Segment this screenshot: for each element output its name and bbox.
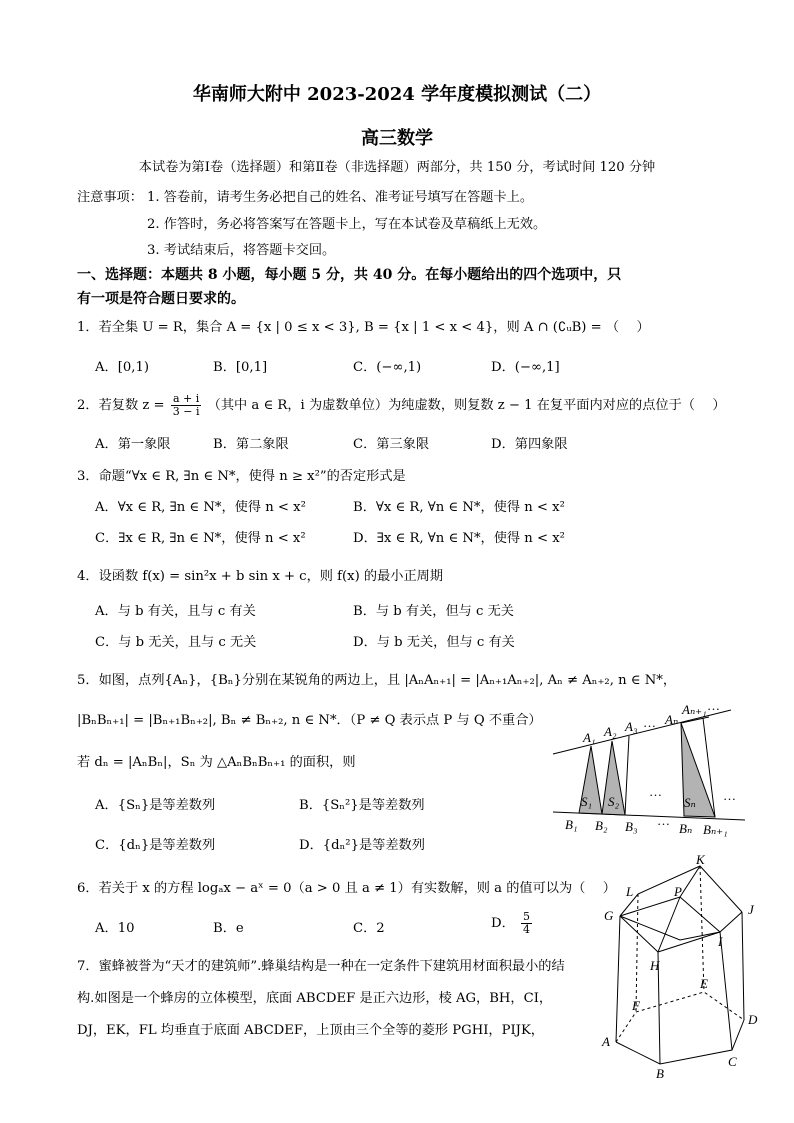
label-i: I — [718, 934, 723, 949]
question-5-line-3: 若 dₙ = |AₙBₙ|，Sₙ 为 △AₙBₙBₙ₊₁ 的面积，则 — [77, 755, 356, 770]
note-item: 2. 作答时，务必将答案写在答题卡上，写在本试卷及草稿纸上无效。 — [147, 217, 547, 232]
label-c: C — [728, 1054, 737, 1069]
q6-option-c: C．2 — [353, 921, 385, 936]
label-bn1: Bₙ₊₁ — [703, 822, 728, 837]
exam-subject: 高三数学 — [361, 128, 433, 149]
label-sn: Sₙ — [684, 795, 696, 810]
q6-option-b: B．e — [213, 921, 244, 936]
label-area-ellipsis-2: … — [723, 788, 736, 803]
edge-jd — [742, 912, 744, 1020]
q2-option-c: C．第三象限 — [353, 437, 430, 452]
label-a3: A₃ — [625, 719, 638, 734]
q6-option-d-label: D． — [491, 916, 515, 931]
label-g: G — [604, 908, 614, 923]
q6-option-d — [491, 911, 534, 936]
label-e: E — [700, 976, 708, 991]
q1-option-a: A．[0,1) — [95, 360, 149, 375]
q1-option-d: D．(−∞,1] — [491, 360, 560, 375]
q3-option-d: D．∃x ∈ R, ∀n ∈ N*，使得 n < x² — [353, 531, 565, 546]
question-1-stem: 1．若全集 U = R，集合 A = {x | 0 ≤ x < 3}, B = {x | 1 < x < 4}，则 A ∩ (∁ᵤB) = （ ） — [77, 320, 650, 335]
question-3-stem: 3．命题“∀x ∈ R, ∃n ∈ N*，使得 n ≥ x²”的否定形式是 — [77, 469, 406, 484]
q3-option-c: C．∃x ∈ R, ∃n ∈ N*，使得 n < x² — [95, 531, 306, 546]
label-area-ellipsis: … — [649, 784, 662, 799]
q1-option-c: C．(−∞,1) — [353, 360, 422, 375]
edge-gh — [620, 916, 658, 952]
label-a1: A₁ — [583, 730, 596, 745]
q2-fraction — [171, 393, 202, 418]
edge-pi — [680, 897, 720, 932]
label-f: F — [632, 998, 640, 1013]
edge-lf-hidden — [636, 894, 638, 1012]
label-top-ellipsis: … — [643, 715, 656, 730]
question-6-stem: 6．若关于 x 的方程 logₐx − aˣ = 0（a > 0 且 a ≠ 1）有实数解，则 a 的值可以为（ ） — [77, 881, 616, 896]
label-a2: A₂ — [604, 724, 617, 739]
an-an1-segment — [681, 717, 709, 723]
notes-label: 注意事项： — [77, 190, 143, 205]
label-an1: Aₙ₊₁ — [682, 702, 707, 717]
q6-d-den: 4 — [522, 923, 530, 936]
edge-pg — [620, 897, 680, 916]
edge-ph — [658, 897, 680, 952]
label-bn: Bₙ — [679, 821, 693, 836]
label-s1: S₁ — [581, 794, 593, 809]
q5-option-b: B．{Sₙ²}是等差数列 — [299, 798, 425, 813]
q5-option-a: A．{Sₙ}是等差数列 — [95, 798, 216, 813]
q1-option-b: B．[0,1] — [213, 360, 268, 375]
section-heading: 一、选择题：本题共 8 小题，每小题 5 分，共 40 分。在每小题给出的四个选项中，只 — [77, 267, 622, 283]
q6-d-num: 5 — [522, 910, 530, 923]
question-4-stem: 4．设函数 f(x) = sin²x + b sin x + c，则 f(x) 的最小正周期 — [77, 569, 444, 584]
q4-option-b: B．与 b 有关，但与 c 无关 — [353, 604, 514, 619]
note-item: 1. 答卷前，请考生务必把自己的姓名、准考证号填写在答题卡上。 — [147, 190, 534, 205]
label-h: H — [650, 958, 660, 973]
q4-option-a: A．与 b 有关，且与 c 有关 — [95, 604, 256, 619]
q2-option-b: B．第二象限 — [213, 437, 289, 452]
label-b3: B₃ — [625, 819, 638, 834]
a3-b3-segment — [625, 736, 629, 815]
question-7-line-3: DJ，EK，FL 均垂直于底面 ABCDEF，上顶由三个全等的菱形 PGHI，PIJK， — [77, 1023, 544, 1038]
top-front-edge — [620, 912, 742, 940]
note-item: 3. 考试结束后，将答题卡交回。 — [147, 243, 336, 258]
edge-ke-hidden — [700, 866, 704, 992]
q2-frac-den: 3 − i — [172, 405, 200, 418]
q4-option-d: D．与 b 无关，但与 c 有关 — [353, 635, 515, 650]
label-d: D — [748, 1012, 758, 1027]
label-s2: S₂ — [608, 794, 620, 809]
q3-option-b: B．∀x ∈ R, ∀n ∈ N*，使得 n < x² — [353, 500, 565, 515]
label-b2: B₂ — [595, 818, 608, 833]
q4-option-c: C．与 b 无关，且与 c 无关 — [95, 635, 257, 650]
section-heading-cont: 有一项是符合题日要求的。 — [77, 291, 245, 307]
q5-option-c: C．{dₙ}是等差数列 — [95, 838, 216, 853]
question-5-line-1: 5．如图，点列{Aₙ}，{Bₙ}分别在某锐角的两边上，且 |AₙAₙ₊₁| = |Aₙ₊₁Aₙ₊₂|, Aₙ ≠ Aₙ₊₂, n ∈ N*， — [77, 673, 677, 688]
q2-option-a: A．第一象限 — [95, 437, 171, 452]
q5-option-d: D．{dₙ²}是等差数列 — [299, 838, 425, 853]
edge-ic — [720, 932, 732, 1050]
label-a: A — [602, 1034, 610, 1049]
q6-option-d-fraction — [521, 911, 532, 936]
label-b1: B₁ — [565, 817, 578, 832]
q3-option-a: A．∀x ∈ R, ∃n ∈ N*，使得 n < x² — [95, 500, 306, 515]
label-an: Aₙ — [665, 712, 679, 727]
figure-point-sequences — [545, 696, 755, 840]
label-top-ellipsis-2: … — [707, 698, 720, 713]
figure-honeycomb-cell — [592, 852, 768, 1082]
base-front — [616, 1020, 744, 1064]
question-7-line-1: 7．蜜蜂被誉为“天才的建筑师”.蜂巢结构是一种在一定条件下建筑用材面积最小的结 — [77, 959, 565, 974]
label-l: L — [626, 884, 634, 899]
label-bottom-ellipsis: … — [657, 813, 670, 828]
label-p: P — [674, 884, 682, 899]
label-b: B — [656, 1066, 664, 1081]
q2-option-d: D．第四象限 — [491, 437, 568, 452]
exam-intro: 本试卷为第Ⅰ卷（选择题）和第Ⅱ卷（非选择题）两部分，共 150 分，考试时间 120 分钟 — [138, 160, 656, 175]
exam-title: 华南师大附中 2023-2024 学年度模拟测试（二） — [192, 84, 602, 105]
label-j: J — [748, 902, 754, 917]
q2-stem-pre: 2．若复数 z = — [77, 398, 165, 413]
q6-option-a: A．10 — [95, 921, 135, 936]
question-5-line-2: |BₙBₙ₊₁| = |Bₙ₊₁Bₙ₊₂|, Bₙ ≠ Bₙ₊₂, n ∈ N*．（P ≠ Q 表示点 P 与 Q 不重合） — [77, 713, 542, 728]
label-k: K — [696, 852, 705, 867]
question-2-stem — [77, 393, 726, 418]
edge-ga — [616, 916, 620, 1042]
question-7-line-2: 构.如图是一个蜂房的立体模型，底面 ABCDEF 是正六边形，棱 AG，BH，CI， — [77, 991, 553, 1006]
q2-stem-post: （其中 a ∈ R，i 为虚数单位）为纯虚数，则复数 z − 1 在复平面内对应的点位于（ ） — [207, 398, 726, 413]
q2-frac-num: a + i — [171, 393, 202, 406]
